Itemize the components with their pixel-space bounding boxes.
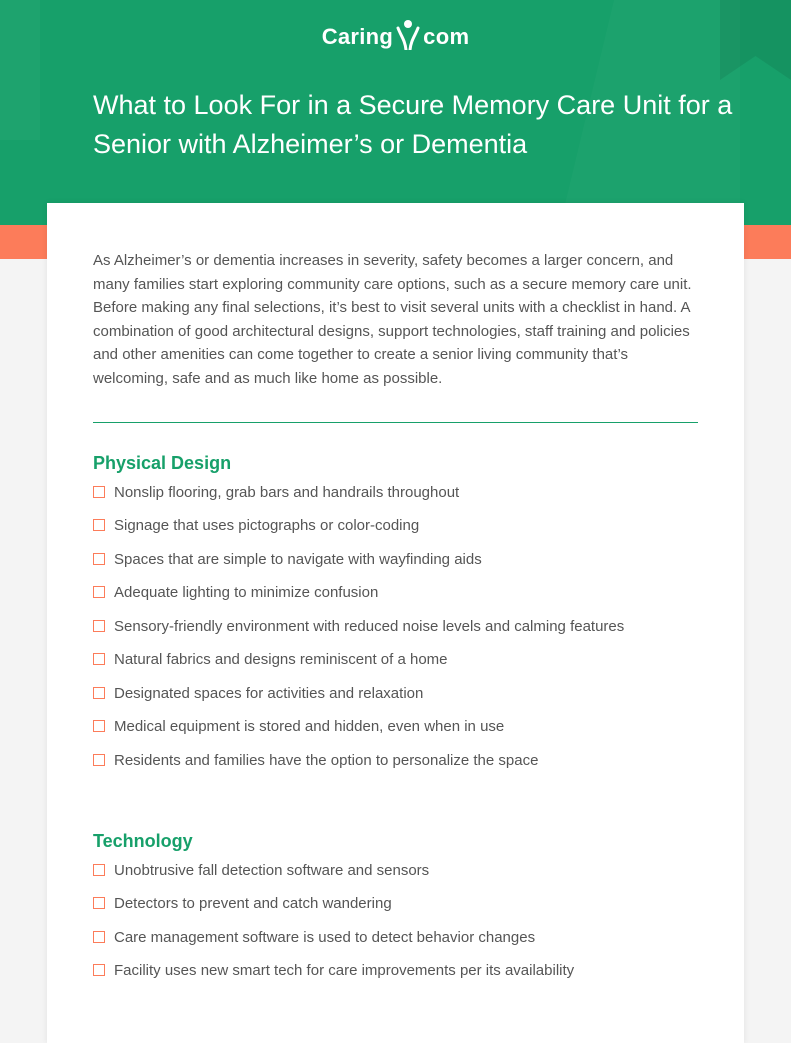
checkbox-icon[interactable]: [93, 519, 105, 531]
section-title-technology: Technology: [93, 831, 193, 851]
checklist-item[interactable]: Medical equipment is stored and hidden, even when in use: [93, 717, 504, 737]
checkbox-icon[interactable]: [93, 620, 105, 632]
checkbox-icon[interactable]: [93, 553, 105, 565]
checklist-item[interactable]: Unobtrusive fall detection software and sensors: [93, 861, 429, 881]
checklist-item[interactable]: Nonslip flooring, grab bars and handrails throughout: [93, 483, 459, 503]
person-figure-icon: [395, 20, 421, 50]
checkbox-icon[interactable]: [93, 931, 105, 943]
checklist-item[interactable]: Spaces that are simple to navigate with wayfinding aids: [93, 550, 482, 570]
checklist-item[interactable]: Sensory-friendly environment with reduced noise levels and calming features: [93, 617, 624, 637]
checkbox-icon[interactable]: [93, 653, 105, 665]
checkbox-icon[interactable]: [93, 964, 105, 976]
logo-text-right: com: [423, 24, 470, 49]
checklist-item[interactable]: Detectors to prevent and catch wandering: [93, 894, 392, 914]
section-title-physical-design: Physical Design: [93, 453, 232, 473]
divider: [93, 422, 698, 423]
checklist-item[interactable]: Care management software is used to detect behavior changes: [93, 928, 535, 948]
checkbox-icon[interactable]: [93, 720, 105, 732]
logo-text-left: Caring: [321, 24, 394, 49]
checkbox-icon[interactable]: [93, 864, 105, 876]
checklist-item[interactable]: Signage that uses pictographs or color-coding: [93, 516, 419, 536]
page-title: What to Look For in a Secure Memory Care Unit for a Senior with Alzheimer’s or Dementia: [93, 90, 733, 159]
content-card: [47, 203, 744, 1043]
caring-logo: [0, 20, 791, 50]
checklist-item[interactable]: Designated spaces for activities and relaxation: [93, 684, 423, 704]
checkbox-icon[interactable]: [93, 754, 105, 766]
checkbox-icon[interactable]: [93, 897, 105, 909]
checkbox-icon[interactable]: [93, 486, 105, 498]
checkbox-icon[interactable]: [93, 586, 105, 598]
checklist-item[interactable]: Facility uses new smart tech for care improvements per its availability: [93, 961, 574, 981]
intro-paragraph: As Alzheimer’s or dementia increases in severity, safety becomes a larger concern, and many families start exploring community care options, such as a secure memory care unit. Before making any final selections, it’s best to visit several units with a checklist in hand. A combination of good architectural designs, support technologies, staff training and policies and other amenities can come together to create a senior living community that’s welcoming, safe and as much like home as possible.: [93, 252, 692, 387]
checklist-item[interactable]: Natural fabrics and designs reminiscent of a home: [93, 650, 448, 670]
checklist-item[interactable]: Residents and families have the option to personalize the space: [93, 751, 538, 771]
checklist-item[interactable]: Adequate lighting to minimize confusion: [93, 583, 378, 603]
checkbox-icon[interactable]: [93, 687, 105, 699]
